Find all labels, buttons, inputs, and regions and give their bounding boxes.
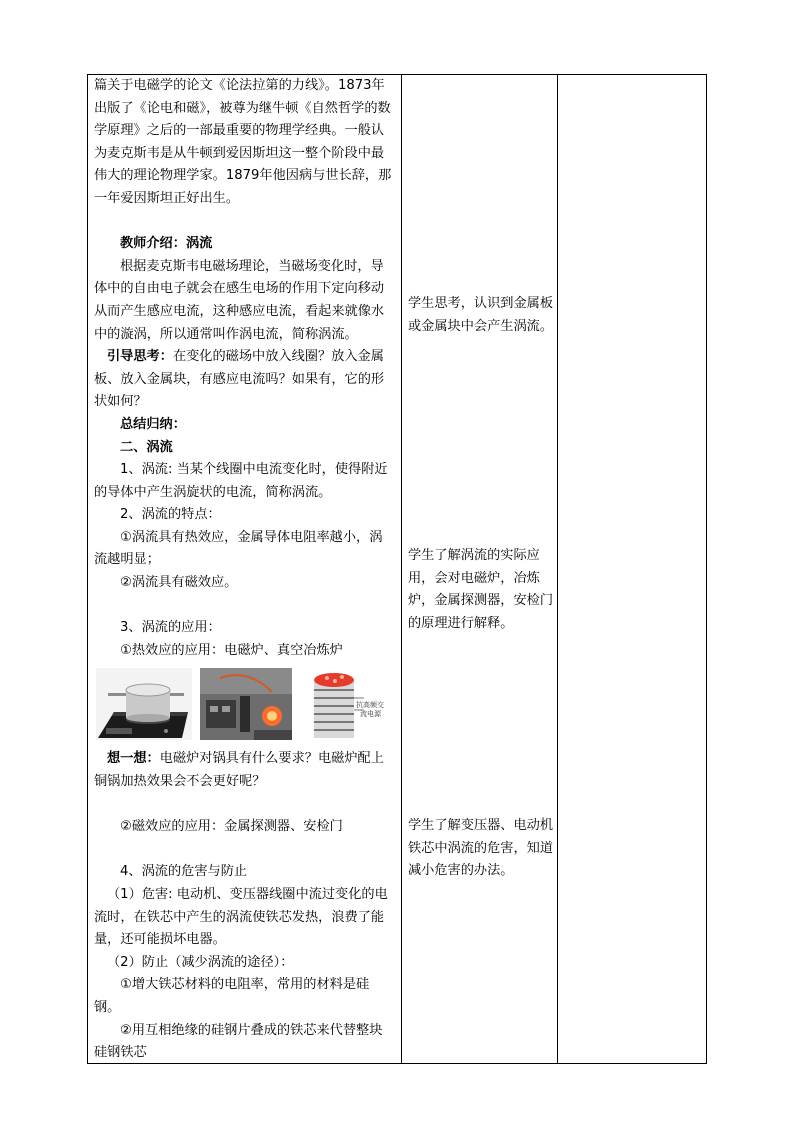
item-4a: （1）危害: 电动机、变压器线圈中流过变化的电流时，在铁芯中产生的涡流使铁芯发热，浪费了能量，还可能损坏电器。 xyxy=(94,887,388,948)
teacher-intro-heading xyxy=(94,233,394,256)
induction-cooker-image xyxy=(96,668,192,740)
item-1: 1、涡流: 当某个线圈中电流变化时，使得附近的导体中产生涡旋状的电流，简称涡流。 xyxy=(94,462,388,500)
student-response-2: 学生了解涡流的实际应用，会对电磁炉，冶炼炉，金属探测器，安检门的原理进行解释。 xyxy=(408,548,554,631)
coil-diagram-image xyxy=(300,668,392,740)
item-4b2: ②用互相绝缘的硅钢片叠成的铁芯来代替整块硅钢铁芯 xyxy=(94,1022,383,1061)
item-2a: ①涡流具有热效应，金属导体电阻率越小，涡流越明显； xyxy=(94,529,383,568)
item-4b1: ①增大铁芯材料的电阻率，常用的材料是硅钢。 xyxy=(94,977,370,1015)
coil-caption-line-2: 流电源 xyxy=(360,710,381,719)
item-3a: ①热效应的应用：电磁炉、真空冶炼炉 xyxy=(120,642,343,658)
think-label: 想一想： xyxy=(107,751,160,767)
application-images xyxy=(96,668,394,742)
item-4: 4、涡流的危害与防止 xyxy=(120,864,248,880)
vacuum-furnace-image xyxy=(200,668,292,740)
item-4b: （2）防止（减少涡流的途径）： xyxy=(107,954,294,970)
maxwell-paragraph: 篇关于电磁学的论文《论法拉第的力线》。1873年出版了《论电和磁》，被尊为继牛顿《自然哲学的数学原理》之后的一部最重要的物理学经典。一般认为麦克斯韦是从牛顿到爱因斯坦这一整个阶段中最伟大的理论物理学家。1879年他因病与世长辞，那一年爱因斯坦正好出生。 xyxy=(94,78,392,206)
summary-heading: 总结归纳： xyxy=(120,416,186,432)
item-2b: ②涡流具有磁效应。 xyxy=(120,575,238,591)
guide-label: 引导思考： xyxy=(107,349,173,365)
coil-caption-line-1: 抗高频交 xyxy=(356,701,384,710)
think-text: 电磁炉对锅具有什么要求？电磁炉配上铜锅加热效果会不会更好呢？ xyxy=(94,751,384,790)
column-divider xyxy=(557,75,558,1063)
student-response-3: 学生了解变压器、电动机铁芯中涡流的危害，知道减小危害的办法。 xyxy=(408,818,554,879)
think-question xyxy=(94,748,394,793)
guide-question xyxy=(94,346,394,414)
lesson-table xyxy=(87,74,707,1064)
guide-text: 在变化的磁场中放入线圈？放入金属板、放入金属块，有感应电流吗？如果有，它的形状如何？ xyxy=(94,349,385,410)
item-3b: ②磁效应的应用：金属探测器、安检门 xyxy=(120,819,343,835)
item-2: 2、涡流的特点： xyxy=(120,507,221,523)
eddy-intro-paragraph: 根据麦克斯韦电磁场理论，当磁场变化时，导体中的自由电子就会在感生电场的作用下定向移动从而产生感应电流，这种感应电流，看起来就像水中的漩涡，所以通常叫作涡电流，简称涡流。 xyxy=(94,258,385,342)
teacher-topic: 涡流 xyxy=(185,236,213,252)
teacher-activity-column xyxy=(94,75,394,1065)
student-response-1: 学生思考，认识到金属板或金属块中会产生涡流。 xyxy=(408,296,554,334)
item-3: 3、涡流的应用： xyxy=(120,620,221,636)
section-title: 二、涡流 xyxy=(120,439,173,455)
column-divider xyxy=(401,75,402,1063)
teacher-label: 教师介绍： xyxy=(120,236,186,252)
